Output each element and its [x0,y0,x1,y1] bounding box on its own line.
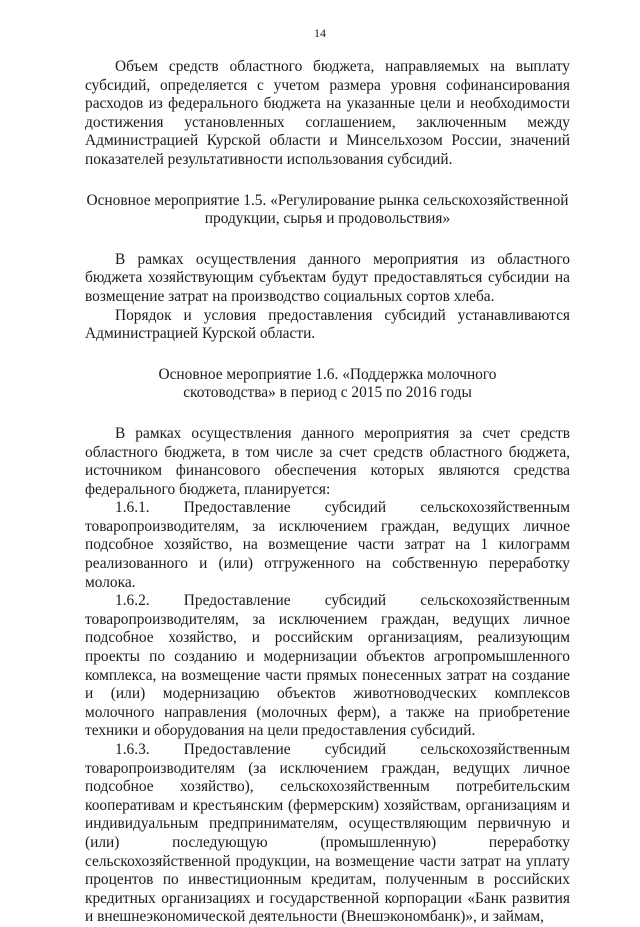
paragraph-planned-measures: В рамках осуществления данного мероприятия за счет средств областного бюджета, в том числе за счет средств областного бюджета, источником финансового обеспечения которых являются средства федерального бюджета, планируется: [85,424,570,498]
paragraph-subsidy-procedure: Порядок и условия предоставления субсидий устанавливаются Администрацией Курской области. [85,306,570,343]
item-1-6-1: 1.6.1. Предоставление субсидий сельскохозяйственным товаропроизводителям, за исключением граждан, ведущих личное подсобное хозяйство, на возмещение части затрат на 1 килограмм реализованного и (или) отгруженного на собственную переработку молока. [85,499,570,591]
item-1-6-3: 1.6.3. Предоставление субсидий сельскохозяйственным товаропроизводителям (за исключением граждан, ведущих личное подсобное хозяйство), сельскохозяйственным потребительским кооперативам и крестьянским (фермерским) хозяйствам, организациям и индивидуальным предпринимателям, осуществляющим первичную и (или) последующую (промышленную) переработку сельскохозяйственной продукции, на возмещение части затрат на уплату процентов по инвестиционным кредитам, полученным в российских кредитных организациях и государственной корпорации «Банк развития и внешнеэкономической деятельности (Внешэкономбанк)», и займам, [85,741,570,926]
section-heading-1-5: Основное мероприятие 1.5. «Регулирование рынка сельскохозяйственной продукции, сырья и продовольствия» [86,191,569,228]
section-heading-1-6-line-2: скотоводства» в период с 2015 по 2016 годы [183,384,472,402]
page-number: 14 [314,26,326,40]
section-heading-1-6-line-1: Основное мероприятие 1.6. «Поддержка молочного [158,365,497,383]
paragraph-budget-volume: Объем средств областного бюджета, направляемых на выплату субсидий, определяется с учетом размера уровня софинансирования расходов из федерального бюджета на указанные цели и необходимости достижения установленных соглашением, заключенным между Администрацией Курской области и Минсельхозом России, значений показателей результативности использования субсидий. [85,58,570,168]
item-1-6-2: 1.6.2. Предоставление субсидий сельскохозяйственным товаропроизводителям, за исключением граждан, ведущих личное подсобное хозяйство, и российским организациям, реализующим проекты по созданию и модернизации объектов агропромышленного комплекса, на возмещение части прямых понесенных затрат на создание и (или) модернизацию объектов животноводческих комплексов молочного направления (молочных ферм), а также на приобретение техники и оборудования на цели предоставления субсидий. [85,592,570,740]
paragraph-bread-subsidies: В рамках осуществления данного мероприятия из областного бюджета хозяйствующим субъектам будут предоставляться субсидии на возмещение затрат на производство социальных сортов хлеба. [85,250,570,305]
page-body [85,58,570,927]
